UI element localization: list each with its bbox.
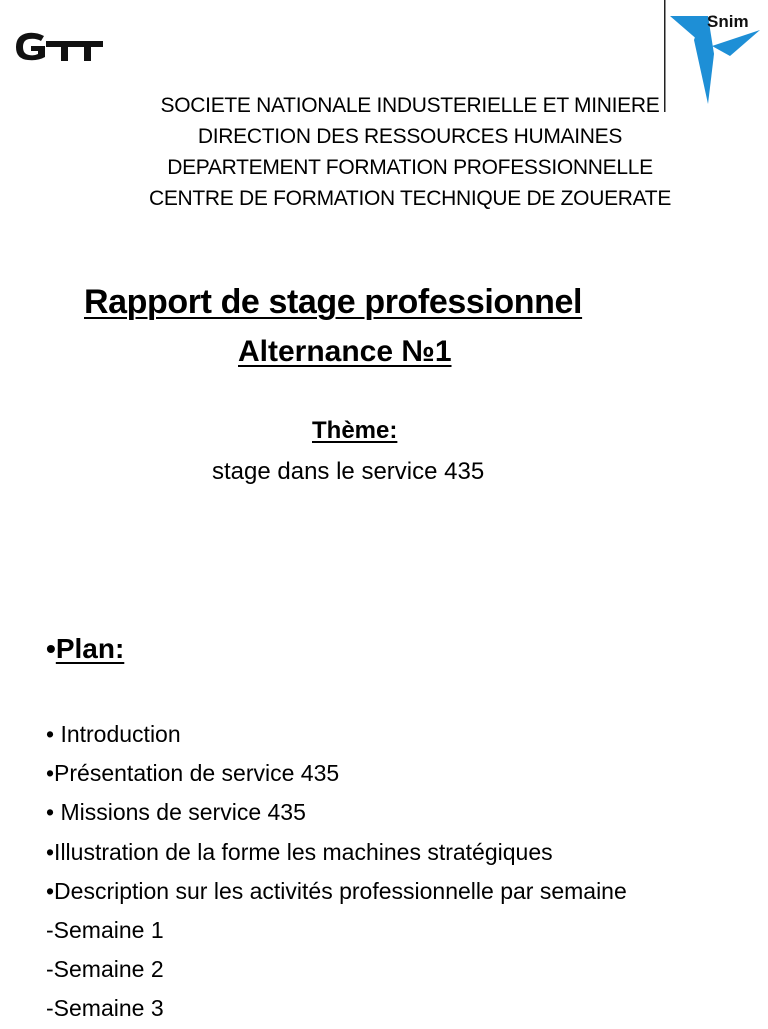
report-subtitle: Alternance №1 — [238, 335, 452, 368]
cti-logo — [14, 30, 104, 64]
plan-item-week-1: -Semaine 1 — [46, 917, 164, 944]
plan-item-introduction: • Introduction — [46, 721, 181, 747]
snim-logo-text: Snim — [707, 12, 749, 31]
organization-header — [0, 90, 768, 214]
plan-item-week-3: -Semaine 3 — [46, 995, 164, 1022]
plan-item-description: •Description sur les activités professionnelle par semaine — [46, 877, 627, 904]
plan-bullet: • — [46, 633, 56, 664]
report-title: Rapport de stage professionnel — [84, 283, 583, 321]
plan-heading — [46, 633, 124, 665]
plan-item-presentation: •Présentation de service 435 — [46, 760, 340, 787]
plan-list — [46, 715, 627, 1029]
plan-item-week-2: -Semaine 2 — [46, 956, 164, 983]
theme-value: stage dans le service 435 — [212, 458, 485, 485]
theme-label: Thème: — [312, 417, 398, 444]
header-line-company: SOCIETE NATIONALE INDUSTERIELLE ET MINIERE — [160, 94, 660, 117]
plan-item-missions: • Missions de service 435 — [46, 799, 306, 826]
header-line-direction: DIRECTION DES RESSOURCES HUMAINES — [197, 125, 623, 148]
plan-item-illustration: •Illustration de la forme les machines stratégiques — [46, 838, 553, 865]
plan-label: Plan: — [55, 633, 125, 664]
header-line-department: DEPARTEMENT FORMATION PROFESSIONNELLE — [167, 156, 653, 179]
header-line-center: CENTRE DE FORMATION TECHNIQUE DE ZOUERATE — [148, 187, 672, 210]
